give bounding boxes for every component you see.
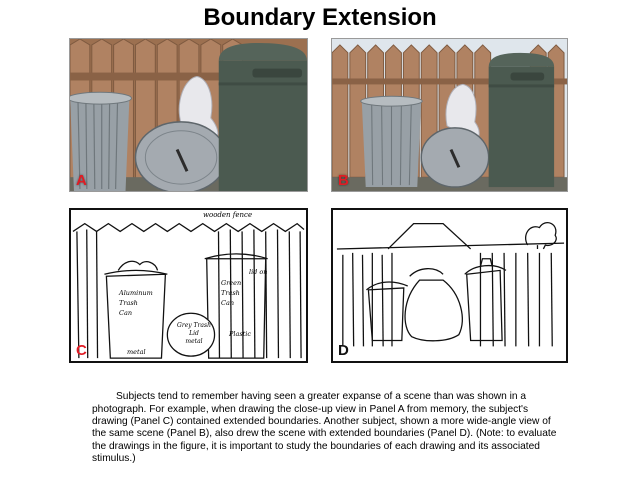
panel-d-drawing: [331, 208, 568, 363]
panel-b-label: B: [338, 172, 349, 189]
annotation-lid-2: Lid: [189, 330, 199, 337]
panel-a-photo: [69, 38, 308, 192]
annotation-metal: metal: [127, 348, 146, 356]
annotation-left-can-3: Can: [119, 309, 133, 317]
annotation-lid-3: metal: [185, 338, 203, 345]
annotation-left-can-2: Trash: [119, 299, 138, 307]
photo-a-scene: [70, 39, 307, 191]
annotation-left-can: [119, 288, 153, 318]
photo-b-scene: [332, 39, 567, 191]
annotation-right-can-3: Can: [221, 299, 235, 307]
annotation-right-can: [221, 278, 241, 308]
panel-d-label: D: [338, 342, 349, 359]
panel-b-photo: [331, 38, 568, 192]
annotation-lid-1: Grey Trash: [177, 322, 211, 329]
annotation-lid-on: lid on: [249, 268, 268, 276]
annotation-lid: [174, 322, 214, 346]
annotation-right-can-1: Green: [221, 279, 242, 287]
figure-caption: Subjects tend to remember having seen a greater expanse of a scene than was shown in a photograph. For example, when drawing the close-up view in Panel A from memory, the subject's drawing (Panel C) contained extended boundaries. Another subject, shown a more wide-angle view of the same scene (Panel B), also drew the scene with extended boundaries (Panel D). (Note: to evaluate the drawings in the figure, it is important to study the boundaries of each drawing and its associated stimulus.): [92, 391, 557, 465]
annotation-wooden-fence: wooden fence: [203, 211, 253, 219]
annotation-plastic: Plastic: [229, 330, 251, 338]
panel-c-label: C: [76, 342, 87, 359]
panel-c-drawing: [69, 208, 308, 363]
annotation-left-can-1: Aluminum: [119, 289, 153, 297]
panel-a-label: A: [76, 172, 87, 189]
figure-title: Boundary Extension: [203, 4, 437, 31]
annotation-right-can-2: Trash: [221, 289, 240, 297]
drawing-d-sketch: [333, 210, 566, 361]
